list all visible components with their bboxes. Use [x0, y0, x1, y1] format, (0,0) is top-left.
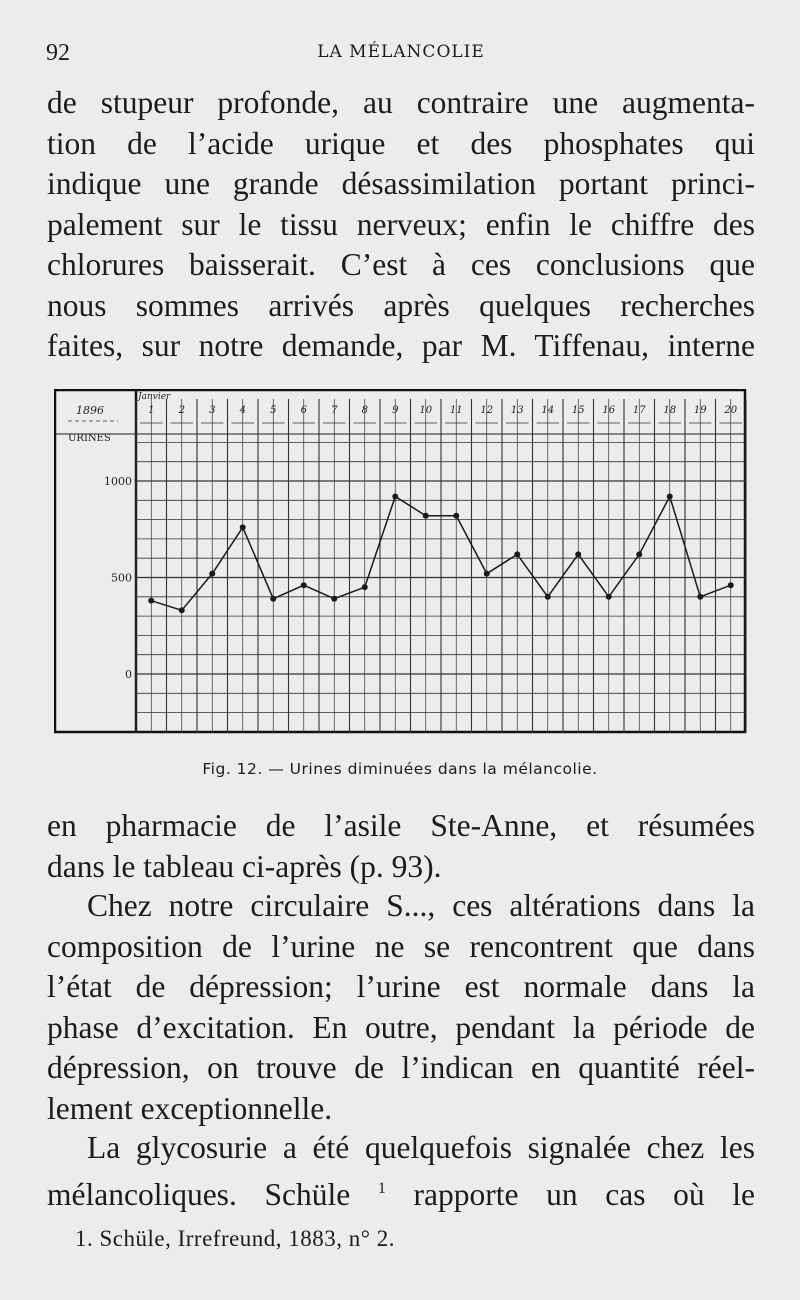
text-fragment: mélancoliques. Schüle — [47, 1176, 351, 1212]
data-point — [240, 524, 246, 530]
chart-border — [55, 390, 745, 732]
x-tick-label: 5 — [270, 405, 277, 416]
paragraph-3 — [47, 886, 755, 1129]
data-point — [484, 571, 490, 577]
data-point — [392, 493, 398, 499]
x-tick-label: 16 — [602, 405, 616, 416]
x-tick-label: 1 — [148, 405, 155, 416]
figure-caption: Fig. 12. — Urines diminuées dans la mélancolie. — [202, 760, 598, 778]
footnote-ref: 1 — [377, 1179, 386, 1197]
footnote: 1. Schüle, Irrefreund, 1883, n° 2. — [75, 1226, 396, 1251]
data-point — [179, 607, 185, 613]
x-tick-label: 12 — [480, 405, 494, 416]
data-point — [362, 584, 368, 590]
page-number: 92 — [46, 40, 70, 66]
y-tick-label: 0 — [125, 668, 132, 681]
text-line: en pharmacie de l’asile Ste-Anne, et résumées — [47, 808, 755, 843]
y-tick-label: 1000 — [104, 475, 132, 488]
data-point — [667, 493, 673, 499]
data-point — [331, 596, 337, 602]
year-label: 1896 — [76, 404, 104, 417]
text-line — [47, 1169, 755, 1216]
urine-chart — [54, 389, 748, 737]
data-point — [728, 582, 734, 588]
text-fragment: rapporte un cas où le — [413, 1176, 756, 1212]
text-line: chlorures baisserait. C’est à ces conclusions que — [47, 247, 755, 282]
x-tick-label: 20 — [724, 405, 738, 416]
data-point — [148, 598, 154, 604]
text-line: phase d’excitation. En outre, pendant la période de — [47, 1009, 755, 1045]
x-tick-label: 13 — [510, 405, 524, 416]
x-tick-label: 9 — [392, 405, 399, 416]
data-point — [301, 582, 307, 588]
paragraph-1 — [47, 83, 755, 367]
x-tick-label: 14 — [541, 405, 555, 416]
text-line: de stupeur profonde, au contraire une augmenta- — [47, 85, 755, 120]
data-point — [209, 571, 215, 577]
x-tick-label: 8 — [361, 405, 368, 416]
y-tick-label: 500 — [111, 571, 132, 585]
paragraph-2 — [47, 806, 755, 887]
text-line: dans le tableau ci-après (p. 93). — [47, 848, 442, 884]
text-line: dépression, on trouve de l’indican en quantité réel- — [47, 1050, 755, 1085]
text-line: La glycosurie a été quelquefois signalée chez les — [87, 1130, 755, 1165]
data-point — [423, 513, 429, 519]
text-line: composition de l’urine ne se rencontrent que dans — [47, 928, 755, 964]
data-point — [606, 594, 612, 600]
x-tick-label: 2 — [178, 405, 185, 416]
data-point — [453, 513, 459, 519]
text-line: lement exceptionnelle. — [47, 1090, 333, 1126]
text-line: Chez notre circulaire S..., ces altérations dans la — [87, 888, 755, 923]
text-line: nous sommes arrivés après quelques recherches — [47, 287, 755, 323]
x-tick-label: 15 — [571, 405, 585, 416]
data-point — [697, 594, 703, 600]
month-label: Janvier — [138, 392, 171, 402]
text-line: faites, sur notre demande, par M. Tiffenau, interne — [47, 328, 755, 363]
x-tick-label: 3 — [209, 405, 216, 416]
data-point — [514, 551, 520, 557]
text-line: l’état de dépression; l’urine est normale dans la — [47, 969, 755, 1004]
x-tick-label: 19 — [693, 405, 707, 416]
x-tick-label: 7 — [331, 405, 338, 416]
row-label: URINES — [68, 433, 111, 444]
data-point — [575, 551, 581, 557]
data-point — [270, 596, 276, 602]
paragraph-4 — [47, 1128, 755, 1215]
x-tick-label: 4 — [239, 405, 246, 416]
chart-frame — [55, 390, 746, 733]
text-line: palement sur le tissu nerveux; enfin le chiffre des — [47, 206, 755, 242]
text-line: tion de l’acide urique et des phosphates qui — [47, 125, 755, 161]
x-tick-label: 18 — [663, 405, 677, 416]
x-tick-label: 17 — [632, 405, 646, 416]
x-tick-label: 10 — [419, 405, 433, 416]
page-header — [46, 40, 756, 70]
text-line: indique une grande désassimilation portant princi- — [47, 166, 755, 201]
x-tick-label: 11 — [449, 405, 463, 416]
data-point — [545, 594, 551, 600]
running-title: LA MÉLANCOLIE — [317, 42, 485, 62]
chart-marks — [68, 392, 738, 681]
x-tick-label: 6 — [300, 405, 307, 416]
data-point — [636, 551, 642, 557]
